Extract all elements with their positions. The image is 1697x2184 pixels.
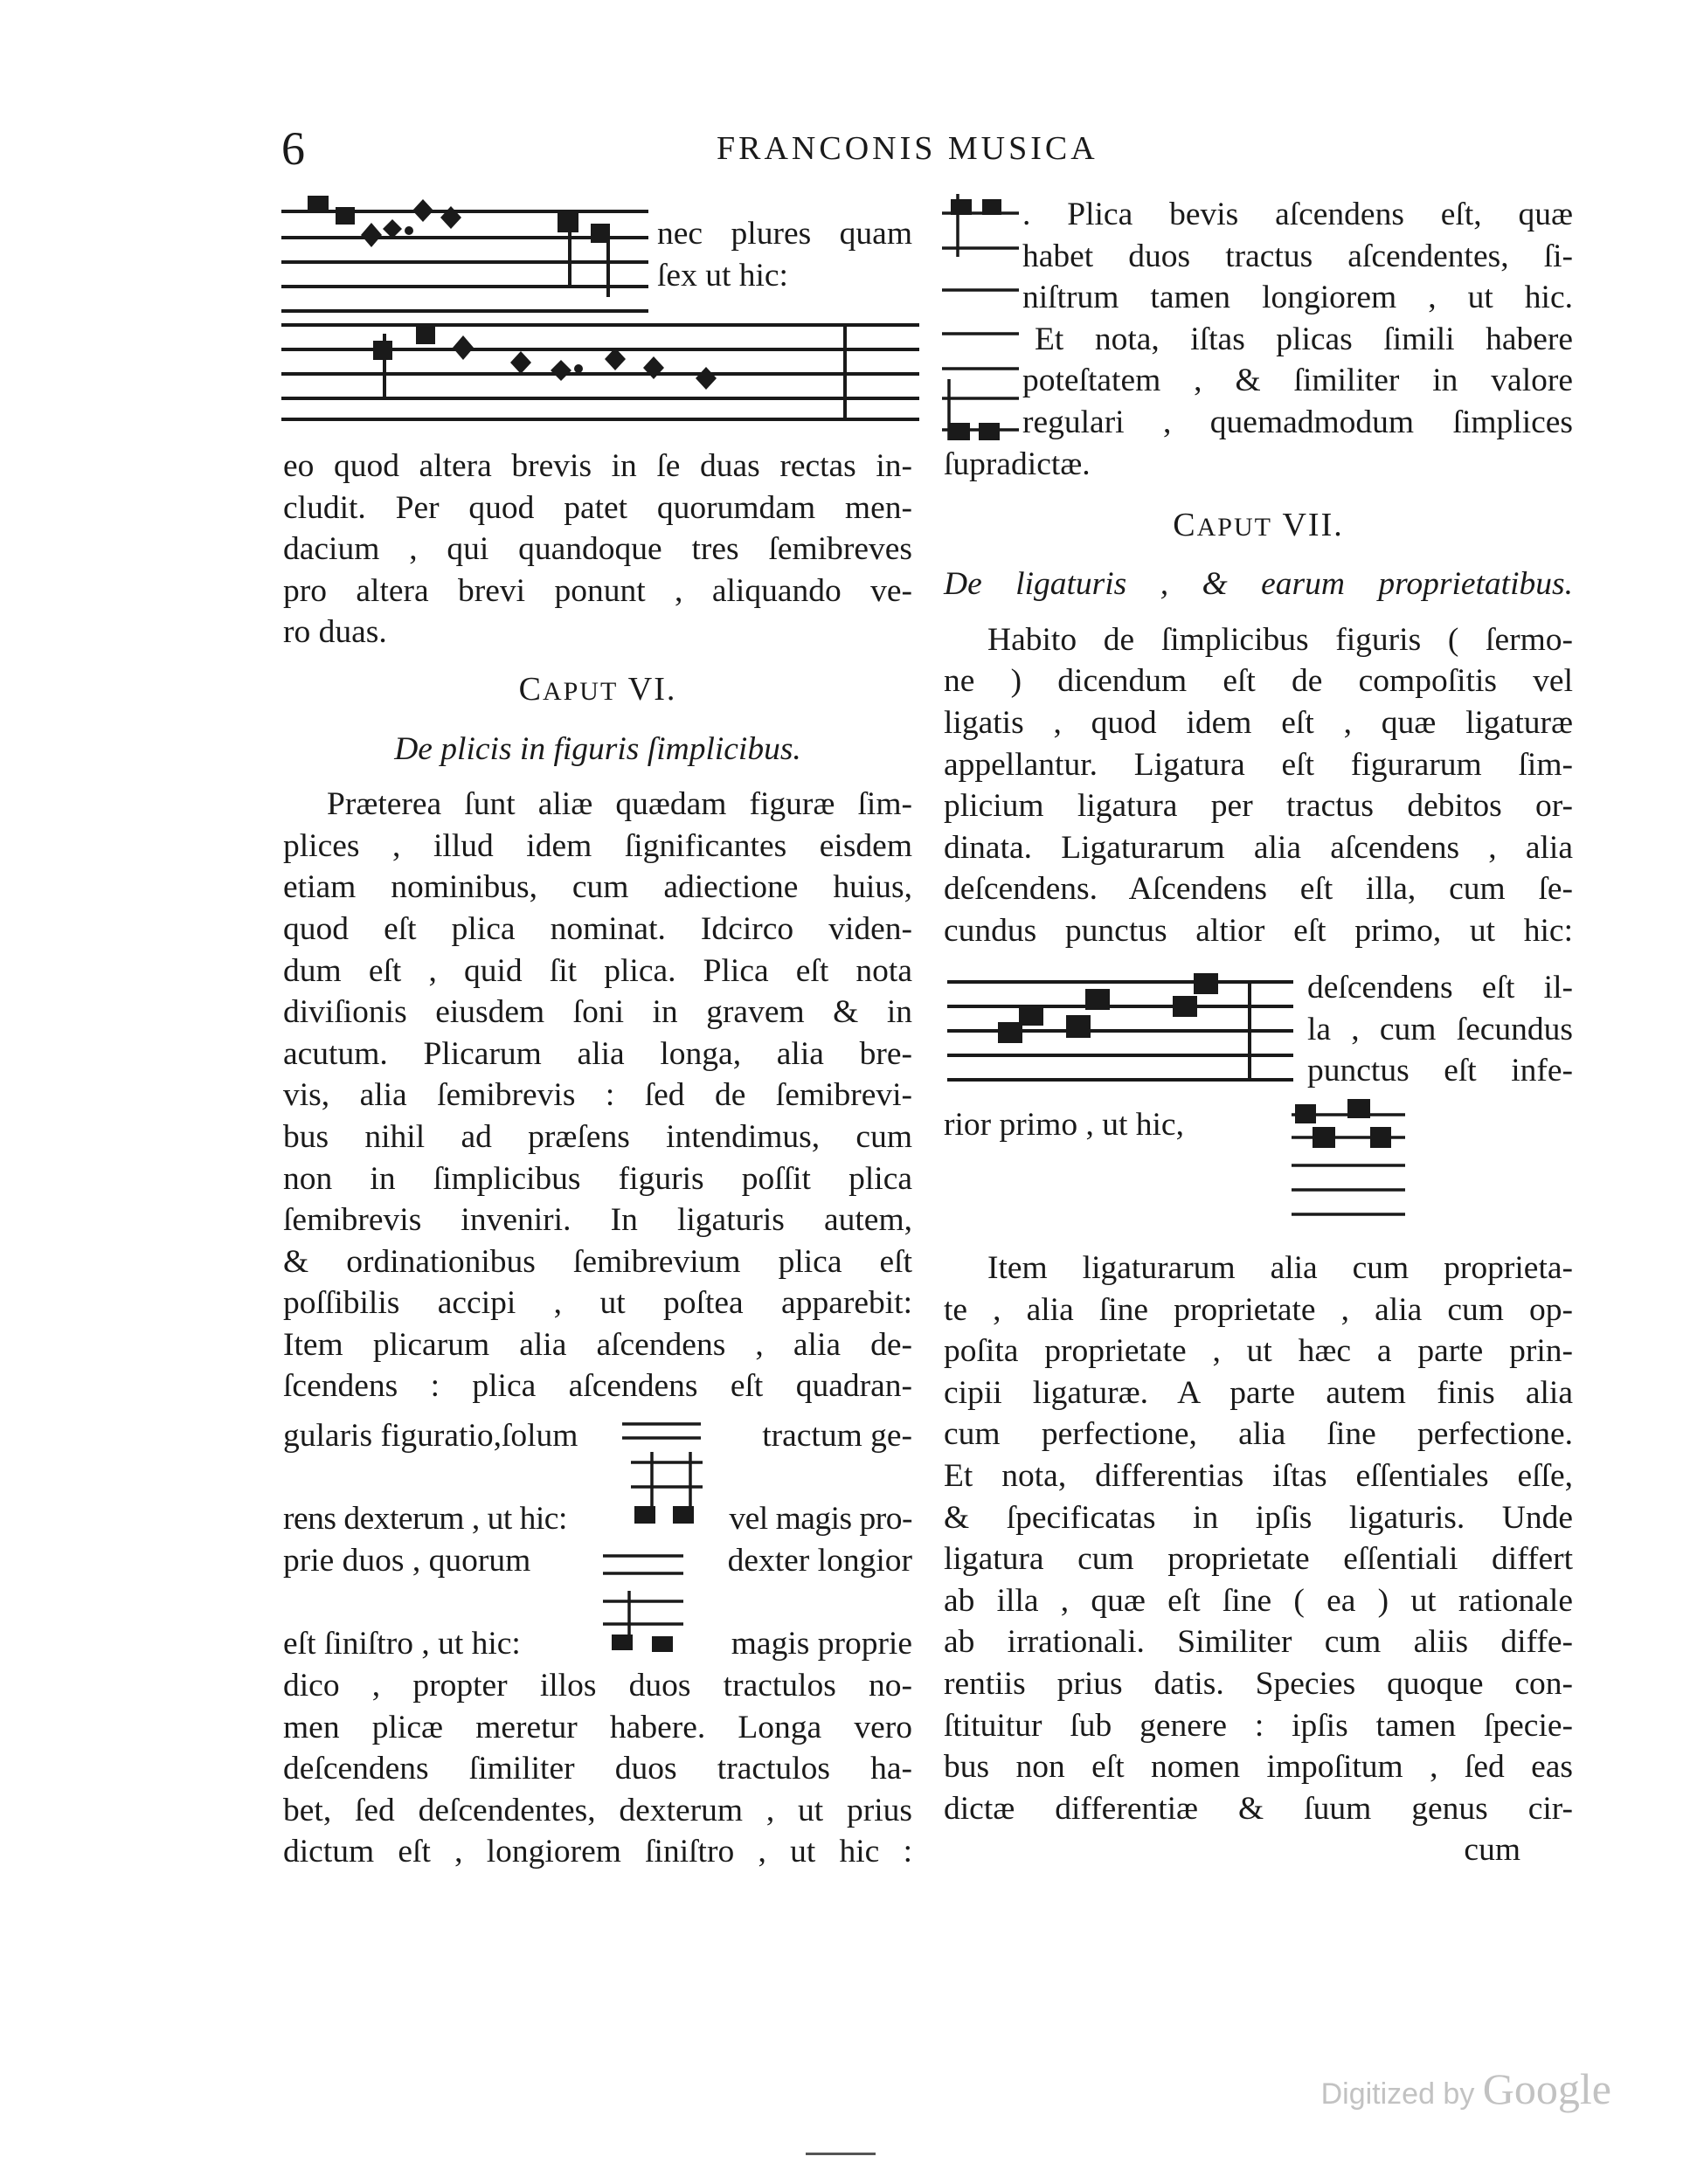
right-tail-line xyxy=(944,1104,1293,1146)
heading-smallcaps: APUT xyxy=(542,676,619,706)
text-fragment: tractum ge- xyxy=(762,1418,912,1454)
text-line: regulari , quemadmodum ſimplices xyxy=(1022,404,1573,440)
text-line: Et nota, differentias iſtas eſſentiales eſſe, xyxy=(944,1457,1573,1494)
left-column-para1 xyxy=(283,446,912,1407)
text-line: bus nihil ad præſens intendimus, cum xyxy=(283,1118,912,1155)
inline-line-c xyxy=(283,1540,912,1582)
text-line: poſſibilis accipi , ut poſtea apparebit: xyxy=(283,1285,912,1322)
text-line: ab illa , quæ eſt ſine ( ea ) ut rationale xyxy=(944,1582,1573,1619)
watermark-prefix: Digitized by xyxy=(1320,2077,1475,2111)
text-line: rior primo , ut hic, xyxy=(944,1107,1184,1143)
text-line: dinata. Ligaturarum alia aſcendens , alia xyxy=(944,829,1573,866)
text-line: . Plica bevis aſcendens eſt, quæ xyxy=(1022,197,1573,232)
chapter-title-vi: De plicis in figuris ſimplicibus. xyxy=(394,730,801,767)
text-line: ſupradictæ. xyxy=(944,446,1091,482)
text-fragment: dexter longior xyxy=(727,1543,912,1579)
text-line: deſcendens. Aſcendens eſt illa, cum ſe- xyxy=(944,871,1573,908)
caption-line: nec plures quam xyxy=(657,216,912,252)
chapter-number: VI. xyxy=(627,670,677,708)
text-line: cludit. Per quod patet quorumdam men- xyxy=(283,489,912,526)
chapter-heading-vi xyxy=(283,669,912,711)
text-line: ab irrationali. Similiter cum aliis diffe- xyxy=(944,1624,1573,1661)
inline-line-d xyxy=(283,1623,912,1665)
caption-line: deſcendens eſt il- xyxy=(1307,970,1573,1006)
text-fragment: eſt ſiniſtro , ut hic: xyxy=(283,1626,521,1662)
chapter-number: VII. xyxy=(1282,506,1344,543)
text-fragment: prie duos , quorum xyxy=(283,1543,531,1579)
staff-caption-right xyxy=(1307,967,1573,1092)
caption-line: la , cum ſecundus xyxy=(1307,1011,1573,1047)
text-line: rentiis prius datis. Species quoque con- xyxy=(944,1665,1573,1702)
text-line: Præterea ſunt aliæ quædam figuræ ſim- xyxy=(327,786,912,823)
text-line: cundus punctus altior eſt primo, ut hic: xyxy=(944,912,1573,949)
text-line: acutum. Plicarum alia longa, alia bre- xyxy=(283,1035,912,1072)
text-line: etiam nominibus, cum adiectione huius, xyxy=(283,869,912,906)
ligatura-descendens-glyph xyxy=(1292,1102,1414,1225)
text-line: ſemibrevis inveniri. In ligaturis autem, xyxy=(283,1202,912,1239)
text-line: ro duas. xyxy=(283,614,387,651)
staff-caption-left xyxy=(657,213,912,296)
text-line: cum perfectione, alia ſine perfectione. xyxy=(944,1416,1573,1453)
text-line: dictæ differentiæ & ſuum genus cir- xyxy=(944,1790,1573,1827)
left-column-para3 xyxy=(283,1665,912,1873)
text-line: bus non eſt nomen impoſitum , ſed eas xyxy=(944,1749,1573,1786)
text-line: men plicæ meretur habere. Longa vero xyxy=(283,1709,912,1745)
text-line: habet duos tractus aſcendentes, ſi- xyxy=(1022,238,1573,274)
inline-line-b xyxy=(283,1498,912,1540)
text-line: poſita proprietate , ut hæc a parte prin- xyxy=(944,1333,1573,1370)
text-line: ligatura cum proprietate eſſentiali differt xyxy=(944,1541,1573,1578)
text-line: eo quod altera brevis in ſe duas rectas in- xyxy=(283,448,912,484)
right-column-main xyxy=(944,444,1573,952)
text-line: ligatis , quod idem eſt , quæ ligaturæ xyxy=(944,704,1573,741)
text-fragment: rens dexterum , ut hic: xyxy=(283,1501,567,1537)
text-line: & ordinationibus ſemibrevium plica eſt xyxy=(283,1243,912,1280)
bottom-rule xyxy=(806,2153,876,2155)
text-line: ſcendens : plica aſcendens eſt quadran- xyxy=(283,1368,912,1405)
digitized-watermark xyxy=(1321,2063,1611,2114)
caption-line: punctus eſt infe- xyxy=(1307,1053,1573,1089)
chapter-title-vii: De ligaturis , & earum proprietatibus. xyxy=(944,566,1573,603)
text-line: dacium , qui quandoque tres ſemibreves xyxy=(283,531,912,568)
watermark-brand: Google xyxy=(1482,2064,1611,2113)
text-line: quod eſt plica nominat. Idcirco viden- xyxy=(283,910,912,947)
page-number: 6 xyxy=(281,122,305,175)
text-line: diviſionis eiusdem ſoni in gravem & in xyxy=(283,994,912,1031)
running-head: FRANCONIS MUSICA xyxy=(717,130,1098,167)
text-line: plicium ligatura per tractus debitos or- xyxy=(944,788,1573,825)
chapter-heading-vii xyxy=(944,505,1573,547)
right-column-para1 xyxy=(1022,194,1573,444)
text-line: bet, ſed deſcendentes, dexterum , ut prius xyxy=(283,1792,912,1828)
text-line: plices , illud idem ſignificantes eisdem xyxy=(283,827,912,864)
caption-line: ſex ut hic: xyxy=(657,257,788,294)
text-fragment: gularis figuratio,ſolum xyxy=(283,1418,578,1454)
text-line: cipii ligaturæ. A parte autem finis alia xyxy=(944,1374,1573,1411)
text-line: appellantur. Ligatura eſt figurarum ſim- xyxy=(944,746,1573,783)
catchword: cum xyxy=(1464,1832,1520,1869)
text-line: non in ſimplicibus figuris poſſit plica xyxy=(283,1160,912,1197)
text-line: deſcendens ſimiliter duos tractulos ha- xyxy=(283,1751,912,1787)
text-line: dictum eſt , longiorem ſiniſtro , ut hic : xyxy=(283,1834,912,1870)
text-line: Et nota, iſtas plicas ſimili habere xyxy=(1035,321,1573,357)
text-line: dum eſt , quid ſit plica. Plica eſt nota xyxy=(283,952,912,989)
text-fragment: magis proprie xyxy=(731,1626,912,1662)
text-line: Item plicarum alia aſcendens , alia de- xyxy=(283,1326,912,1363)
heading-initial: C xyxy=(1173,506,1197,543)
text-fragment: vel magis pro- xyxy=(729,1501,912,1537)
text-line: ſtituitur ſub genere : ipſis tamen ſpecie- xyxy=(944,1707,1573,1744)
text-line: dico , propter illos duos tractulos no- xyxy=(283,1668,912,1704)
text-line: Habito de ſimplicibus figuris ( ſermo- xyxy=(987,621,1573,658)
text-line: poteſtatem , & ſimiliter in valore xyxy=(1022,363,1573,399)
text-line: niſtrum tamen longiorem , ut hic. xyxy=(1022,280,1573,316)
inline-line-a xyxy=(283,1415,912,1457)
text-line: te , alia ſine proprietate , alia cum op- xyxy=(944,1291,1573,1328)
heading-initial: C xyxy=(518,670,543,708)
plica-brevis-ascendens-glyph xyxy=(942,194,1029,447)
ligatura-ascendens-staff xyxy=(944,971,1302,1094)
text-line: ne ) dicendum eſt de compoſitis vel xyxy=(944,663,1573,700)
heading-smallcaps: APUT xyxy=(1196,512,1272,542)
right-column-para3 xyxy=(944,1248,1573,1871)
text-line: Item ligaturarum alia cum proprieta- xyxy=(987,1250,1573,1286)
text-line: & ſpecificatas in ipſis ligaturis. Unde xyxy=(944,1499,1573,1536)
text-line: vis, alia ſemibrevis : ſed de ſemibrevi- xyxy=(283,1077,912,1114)
text-line: pro altera brevi ponunt , aliquando ve- xyxy=(283,572,912,609)
